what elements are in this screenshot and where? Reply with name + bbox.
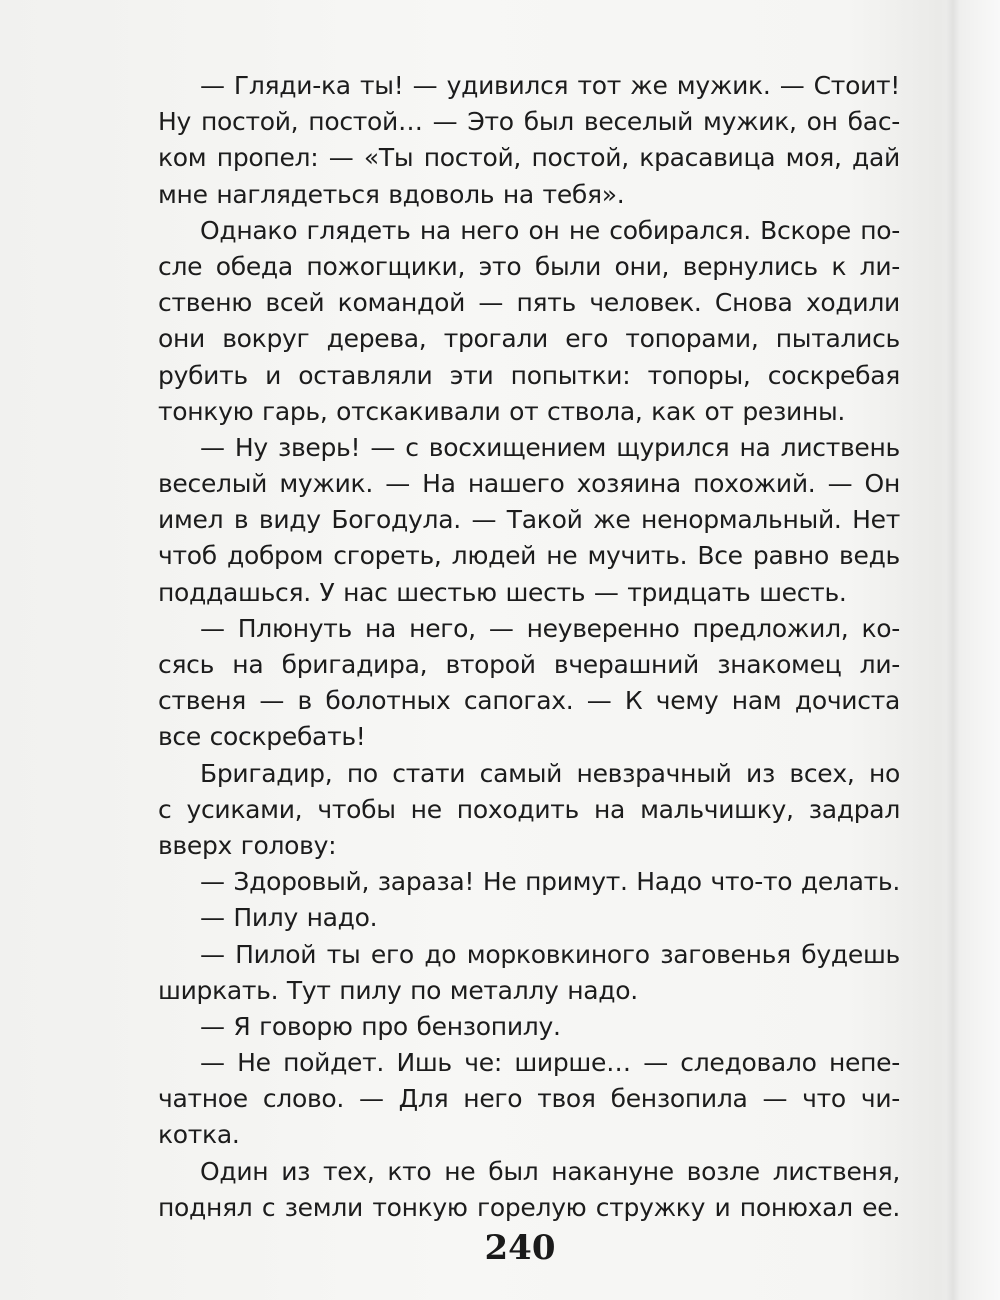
page-number: 240 [484, 1228, 556, 1268]
page-edge-shadow [946, 0, 960, 1300]
text-line: ширкать. Тут пилу по металлу надо. [158, 975, 638, 1005]
text-line: ком пропел: — «Ты постой, постой, красавица моя, дай [158, 143, 900, 173]
text-line: рубить и оставляли эти попытки: топоры, соскребая [158, 360, 900, 390]
text-line: — Пилой ты его до морковкиного заговенья будешь [200, 939, 900, 969]
text-line: ственю всей командой — пять человек. Снова ходили [158, 288, 900, 318]
text-line: они вокруг дерева, трогали его топорами, пытались [158, 324, 900, 354]
text-line: веселый мужик. — На нашего хозяина похожий. — Он [158, 469, 900, 499]
text-line: тонкую гарь, отскакивали от ствола, как от резины. [158, 396, 846, 426]
text-line: — Ну зверь! — с восхищением щурился на листвень [200, 432, 900, 462]
text-line: Бригадир, по стати самый невзрачный из всех, но [200, 758, 900, 788]
text-line: с усиками, чтобы не походить на мальчишку, задрал [158, 794, 900, 824]
text-line: — Пилу надо. [200, 903, 378, 933]
text-line: имел в виду Богодула. — Такой же ненормальный. Нет [158, 505, 900, 535]
text-line: Один из тех, кто не был накануне возле лиственя, [200, 1156, 900, 1186]
text-line: чатное слово. — Для него твоя бензопила — что чи- [158, 1084, 900, 1114]
text-line: — Плюнуть на него, — неуверенно предложил, ко- [200, 613, 900, 643]
text-line: — Я говорю про бензопилу. [200, 1011, 561, 1041]
text-line: сле обеда пожогщики, это были они, вернулись к ли- [158, 251, 900, 281]
text-line: Ну постой, постой… — Это был веселый мужик, он бас- [158, 107, 900, 137]
text-line: вверх голову: [158, 830, 337, 860]
text-line: — Здоровый, зараза! Не примут. Надо что-то делать. [200, 867, 900, 897]
text-line: поднял с земли тонкую горелую стружку и понюхал ее. [158, 1192, 900, 1222]
text-line: Однако глядеть на него он не собирался. Вскоре по- [200, 215, 900, 245]
text-line: — Не пойдет. Ишь че: ширше… — следовало непе- [200, 1048, 900, 1078]
text-line: все соскребать! [158, 722, 366, 752]
text-line: поддашься. У нас шестью шесть — тридцать шесть. [158, 577, 847, 607]
text-line: котка. [158, 1120, 240, 1150]
text-line: — Гляди-ка ты! — удивился тот же мужик. — Стоит! [200, 71, 900, 100]
text-line: ственя — в болотных сапогах. — К чему нам дочиста [158, 686, 900, 716]
text-line: чтоб добром сгореть, людей не мучить. Все равно ведь [158, 541, 900, 571]
text-line: мне наглядеться вдоволь на тебя». [158, 179, 625, 209]
body-text [158, 68, 900, 1226]
text-line: сясь на бригадира, второй вчерашний знакомец ли- [158, 650, 900, 679]
